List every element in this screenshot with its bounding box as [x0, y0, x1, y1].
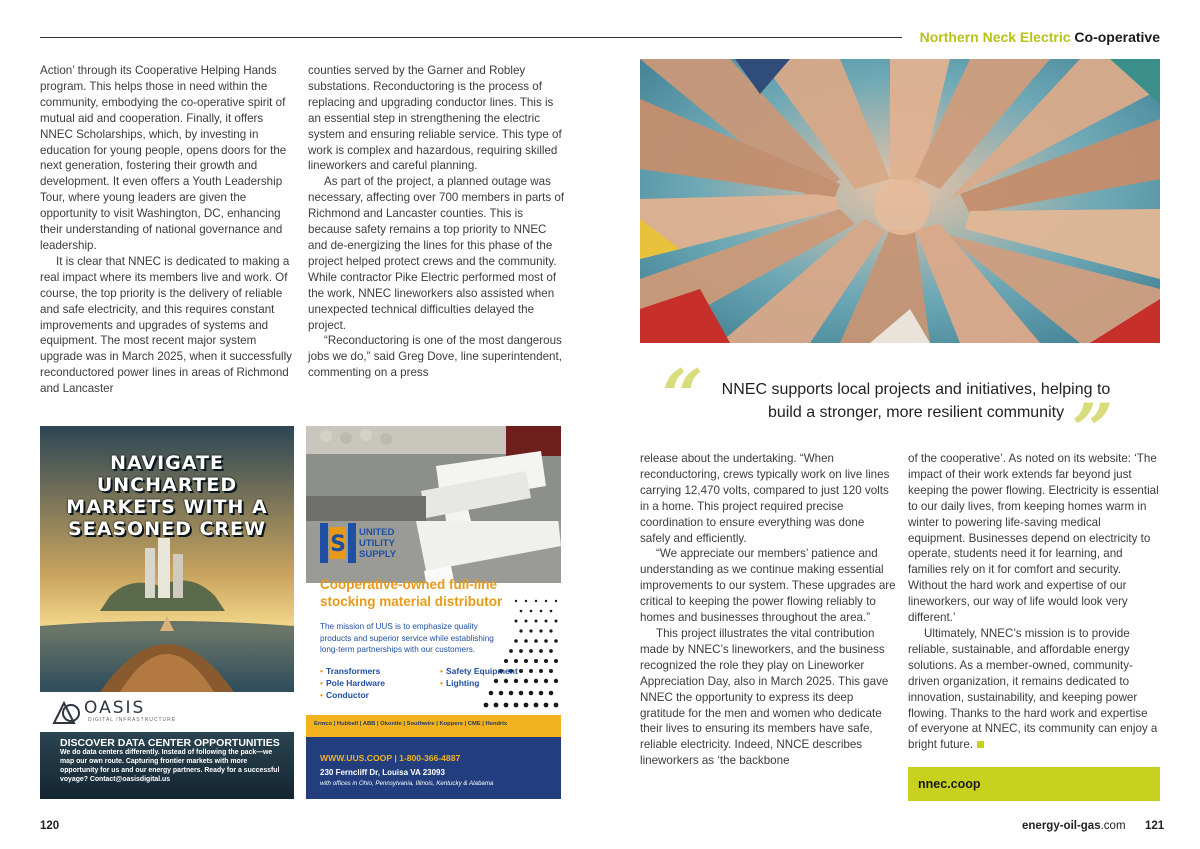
- article-column-3: [640, 451, 896, 769]
- end-of-article-mark: [977, 741, 984, 748]
- close-quote-mark: ”: [1072, 387, 1114, 472]
- paragraph: This project illustrates the vital contribution made by NNEC’s lineworkers, and the business recognized the role they play on Lineworker Appreciation Day, also in March 2025. This gave NNEC the opportunity to express its deep gratitude for the men and women who dedicate their lives to ensuring its members have safe, reliable electricity. Indeed, NNCE describes lineworkers as ‘the backbone: [640, 626, 889, 768]
- article-column-2: [308, 63, 566, 381]
- product-item: • Conductor: [320, 689, 369, 701]
- paragraph: Action’ through its Cooperative Helping Hands program. This helps those in need within the community, embodying the co-operative spirit of mutual aid and cooperation. Finally, it offers NNEC Scholarships, which, by investing in education for young people, opens doors for the next generation, fostering their growth and development. It even offers a Youth Leadership Tour, where young leaders are given the opportunity to visit Washington, DC, enhancing their understanding of national governance and leadership.: [40, 64, 287, 252]
- paragraph: It is clear that NNEC is dedicated to making a real impact where its members live and work. Of course, the top priority is the delivery of reliable and safe electricity, and this requires constant improvements and upgrades of systems and equipment. The most recent major system upgrade was in March 2025, when it successfully reconductored power lines in areas of Richmond and Lancaster: [40, 254, 292, 396]
- product-item: • Transformers: [320, 665, 380, 677]
- paragraph: “Reconductoring is one of the most dangerous jobs we do,” said Greg Dove, line superintendent, commenting on a press: [308, 334, 562, 380]
- oasis-logo-subtitle: DIGITAL INFRASTRUCTURE: [88, 717, 177, 723]
- uus-offices: with offices in Ohio, Pennsylvania, Illinois, Kentucky & Alabama: [320, 780, 494, 787]
- svg-text:S: S: [330, 532, 346, 557]
- footer-site-tld: .com: [1100, 820, 1126, 832]
- open-quote-mark: “: [662, 353, 704, 438]
- pull-quote: [640, 353, 1160, 472]
- header-rule: [40, 37, 902, 38]
- nnec-url-box[interactable]: [908, 767, 1160, 801]
- oasis-logo-panel: [40, 692, 294, 732]
- paragraph-text: Ultimately, NNEC’s mission is to provide reliable, sustainable, and affordable energy solutions. As a member-owned, community-driven organization, it remains dedicated to innovation, sustainability, and keeping power flowing. Thanks to the hard work and expertise of everyone at NNEC, its community can enjoy a bright future.: [908, 626, 1158, 752]
- pull-quote-text: NNEC supports local projects and initiatives, helping to build a stronger, more resilient community: [721, 381, 1111, 421]
- paragraph: of the cooperative’. As noted on its website: ‘The impact of their work extends far beyond just keeping the power flowing. Electricity is essential to our daily lives, from keeping homes warm in winter to powering life-saving medical equipment. Businesses depend on electricity to operate, students need it for learning, and families rely on it for comfort and security. Without the hard work and expertise of our lineworkers, our way of life would look very different.’: [908, 452, 1159, 625]
- uus-brands-bar: [306, 715, 561, 737]
- page-number-left: 120: [40, 820, 60, 832]
- uus-brands-list: Ermco | Hubbell | ABB | Okonite | Southwire | Koppers | CME | Hendrix: [314, 721, 508, 727]
- oasis-logo-text: OASIS: [84, 698, 146, 718]
- publication-brand: [920, 29, 1160, 45]
- page-number-right: 121: [1145, 820, 1165, 832]
- oasis-logo-icon: [52, 699, 82, 725]
- product-item: • Lighting: [440, 677, 480, 689]
- uus-address: 230 Ferncliff Dr, Louisa VA 23093: [320, 768, 445, 777]
- paragraph: [908, 626, 1160, 753]
- uus-company-name: UNITED UTILITY SUPPLY: [359, 527, 397, 560]
- product-item: • Pole Hardware: [320, 677, 385, 689]
- brand-name-highlight: Northern Neck Electric: [919, 29, 1071, 45]
- paragraph: As part of the project, a planned outage was necessary, affecting over 700 members in parts of Richmond and Lancaster counties. This is because safety remains a top priority to NNEC and de-energizing the lines for this phase of the project helped protect crews and the community. While contractor Pike Electric performed most of the work, NNEC lineworkers also assisted when unexpected technical difficulties delayed the project.: [308, 175, 565, 332]
- uus-mission: The mission of UUS is to emphasize quality products and superior service while establishing long-term partnerships with our customers.: [320, 622, 494, 654]
- product-item: • Safety Equipment: [440, 665, 518, 677]
- brand-name-suffix: Co-operative: [1074, 29, 1160, 45]
- ad-headline: NAVIGATE UNCHARTED MARKETS WITH A SEASONED CREW: [66, 452, 268, 540]
- paragraph: release about the undertaking. “When reconductoring, crews typically work on live lines carrying 12,470 volts, compared to just 120 volts in a home. This project required precise coordination to ensure everything was done safely and efficiently.: [640, 452, 890, 545]
- article-column-4: [908, 451, 1160, 753]
- footer-website: [1022, 820, 1126, 832]
- uus-website-phone[interactable]: WWW.UUS.COOP | 1-800-366-4887: [320, 753, 461, 763]
- footer-site-name: energy-oil-gas: [1022, 820, 1101, 832]
- article-column-1: [40, 63, 296, 397]
- oasis-advertisement[interactable]: [40, 426, 294, 799]
- uus-tagline: Cooperative-owned full-line stocking material distributor: [320, 577, 503, 609]
- ad-body-text: We do data centers differently. Instead of following the pack—we map our own route. Capturing frontier markets with more opportunity for us and our energy partners. Ready for a successful voyage? Contact@oasisdigital.us: [60, 749, 280, 783]
- hands-together-photo: [640, 59, 1160, 343]
- trucks-photo: [306, 426, 561, 521]
- uus-advertisement[interactable]: [306, 426, 561, 799]
- ad-call-to-action: DISCOVER DATA CENTER OPPORTUNITIES: [60, 737, 280, 749]
- paragraph: counties served by the Garner and Robley substations. Reconductoring is the process of replacing and upgrading conductor lines. This is an essential step in strengthening the electric system and ensuring reliable service. This type of work is complex and hazardous, requiring skilled lineworkers and careful planning.: [308, 64, 562, 173]
- nnec-url-link[interactable]: nnec.coop: [918, 777, 981, 791]
- paragraph: “We appreciate our members’ patience and understanding as we continue making essential improvements to our system. These upgrades are critical to keeping the power flowing reliably to homes and businesses throughout the area.”: [640, 547, 896, 625]
